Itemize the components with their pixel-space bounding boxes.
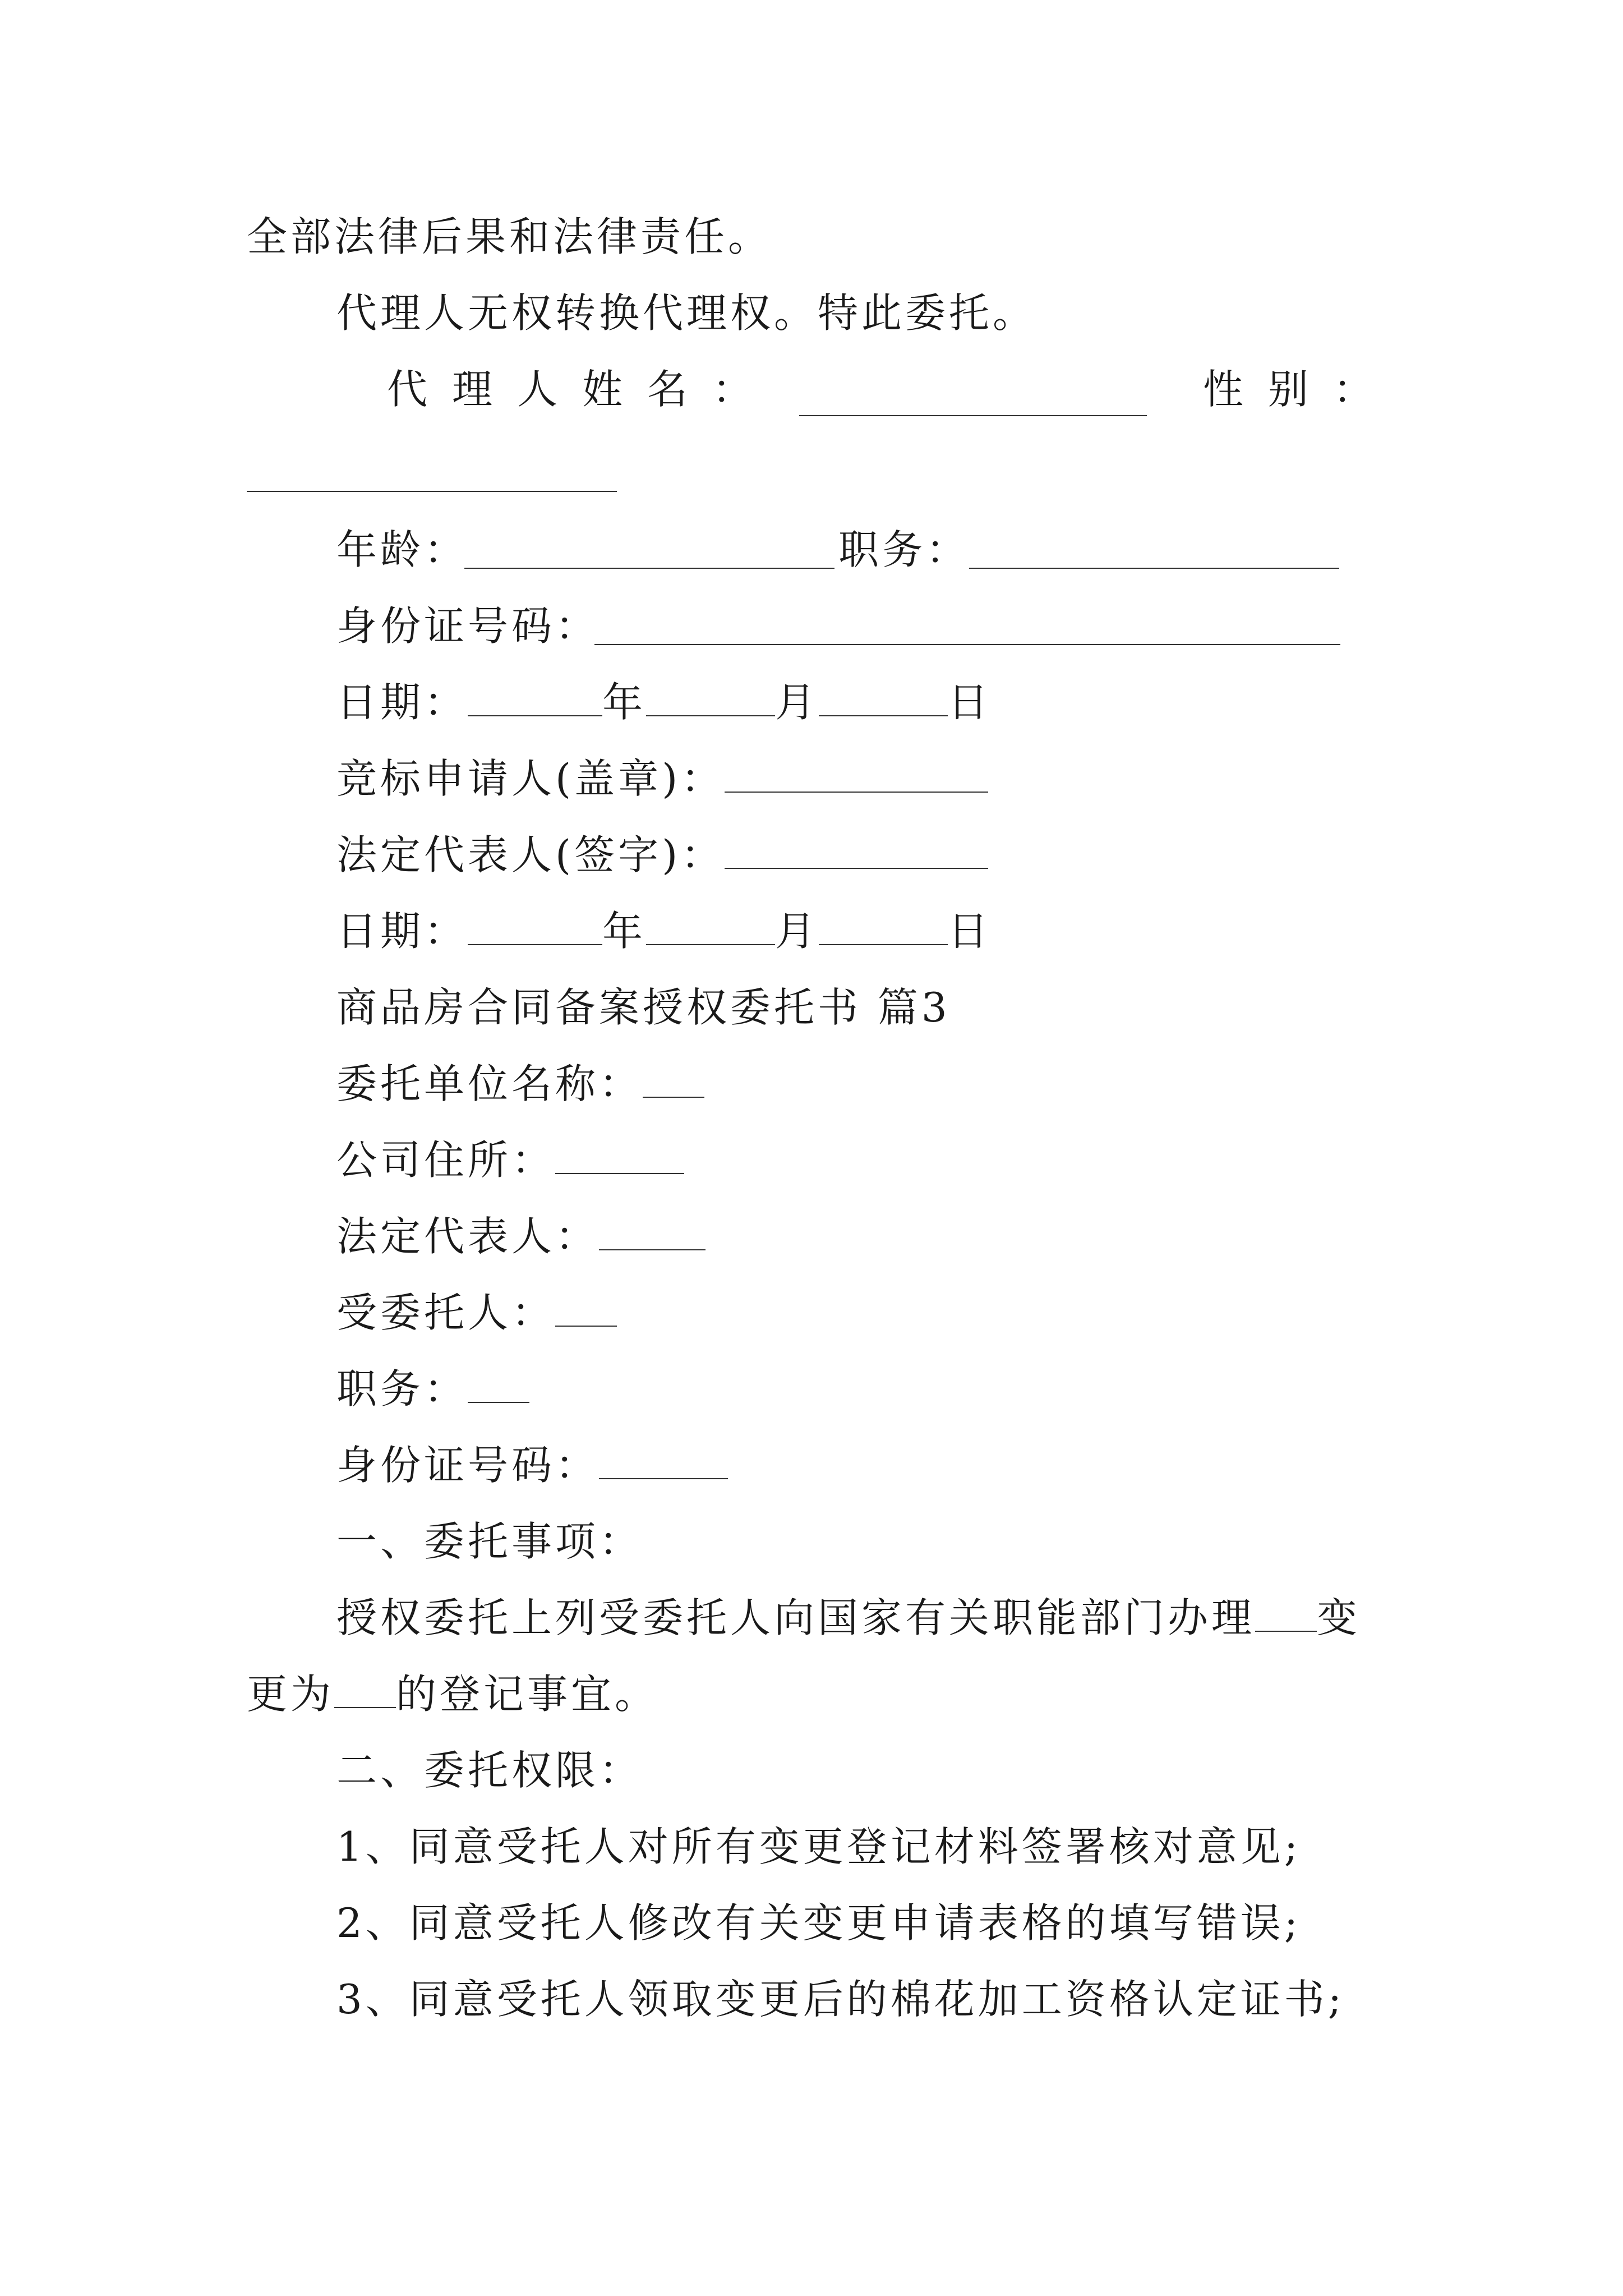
month-blank[interactable]	[646, 680, 775, 716]
address-line	[336, 1132, 684, 1188]
address-label: 公司住所：	[336, 1137, 556, 1184]
matter-text: 更为	[247, 1671, 335, 1718]
matter-blank-2[interactable]	[334, 1672, 396, 1708]
matter-blank-1[interactable]	[1255, 1596, 1317, 1632]
date-line-2	[336, 903, 992, 959]
text-line: 代理人无权转换代理权。特此委托。	[336, 289, 1037, 337]
age-label: 年龄：	[336, 526, 468, 573]
trustee-label: 受委托人：	[336, 1289, 556, 1336]
matter-text: 变	[1317, 1594, 1361, 1641]
agent-name-label: 代理人姓名：	[387, 366, 778, 413]
day-blank[interactable]	[819, 909, 948, 945]
trustee-position-label: 职务：	[336, 1365, 468, 1412]
year-blank[interactable]	[468, 909, 602, 945]
position-label: 职务：	[838, 526, 970, 573]
year-label: 年	[602, 908, 647, 955]
section-title: 商品房合同备案授权委托书 篇3	[336, 984, 951, 1031]
trustee-blank[interactable]	[555, 1291, 617, 1327]
trustee-id-line	[336, 1437, 728, 1493]
legal-rep-label: 法定代表人：	[336, 1213, 600, 1260]
age-blank[interactable]	[464, 567, 834, 569]
date-label: 日期：	[336, 679, 468, 726]
unit-name-blank[interactable]	[643, 1062, 704, 1098]
date-line-1	[336, 674, 992, 730]
legal-rep-sign-line	[336, 827, 988, 883]
applicant-label: 竞标申请人(盖章)：	[336, 755, 725, 802]
matter-text: 授权委托上列受委托人向国家有关职能部门办理	[336, 1594, 1256, 1641]
legal-rep-blank[interactable]	[599, 1214, 706, 1250]
unit-name-label: 委托单位名称：	[336, 1060, 643, 1107]
legal-rep-line	[336, 1208, 706, 1264]
list-item: 1、同意受托人对所有变更登记材料签署核对意见;	[336, 1823, 1302, 1870]
applicant-line	[336, 751, 988, 807]
date-label: 日期：	[336, 908, 468, 955]
year-blank[interactable]	[468, 680, 602, 716]
matter-text: 的登记事宜。	[396, 1671, 659, 1718]
section-heading: 二、委托权限：	[336, 1747, 643, 1794]
id-label: 身份证号码：	[336, 602, 600, 650]
list-item: 3、同意受托人领取变更后的棉花加工资格认定证书;	[336, 1976, 1345, 2023]
trustee-position-line	[336, 1361, 529, 1417]
day-label: 日	[948, 908, 992, 955]
month-blank[interactable]	[646, 909, 775, 945]
day-label: 日	[948, 679, 992, 726]
matter-line-1	[336, 1590, 1361, 1646]
day-blank[interactable]	[819, 680, 948, 716]
section-heading: 一、委托事项：	[336, 1518, 643, 1565]
legal-rep-sign-blank[interactable]	[725, 833, 988, 869]
unit-name-line	[336, 1056, 704, 1112]
month-label: 月	[775, 908, 819, 955]
trustee-id-blank[interactable]	[599, 1443, 728, 1479]
text-line: 全部法律后果和法律责任。	[247, 213, 772, 260]
agent-name-blank[interactable]	[799, 414, 1147, 416]
position-blank[interactable]	[969, 567, 1339, 569]
trustee-position-blank[interactable]	[468, 1367, 529, 1403]
legal-rep-sign-label: 法定代表人(签字)：	[336, 831, 725, 878]
trustee-id-label: 身份证号码：	[336, 1442, 600, 1489]
list-item: 2、同意受托人修改有关变更申请表格的填写错误;	[336, 1899, 1302, 1947]
address-blank[interactable]	[555, 1138, 684, 1174]
id-blank[interactable]	[594, 643, 1340, 645]
applicant-blank[interactable]	[725, 757, 988, 793]
gender-label: 性别：	[1203, 366, 1399, 413]
gender-blank[interactable]	[247, 490, 617, 492]
matter-line-2	[247, 1666, 658, 1722]
trustee-line	[336, 1285, 617, 1341]
year-label: 年	[602, 679, 647, 726]
month-label: 月	[775, 679, 819, 726]
